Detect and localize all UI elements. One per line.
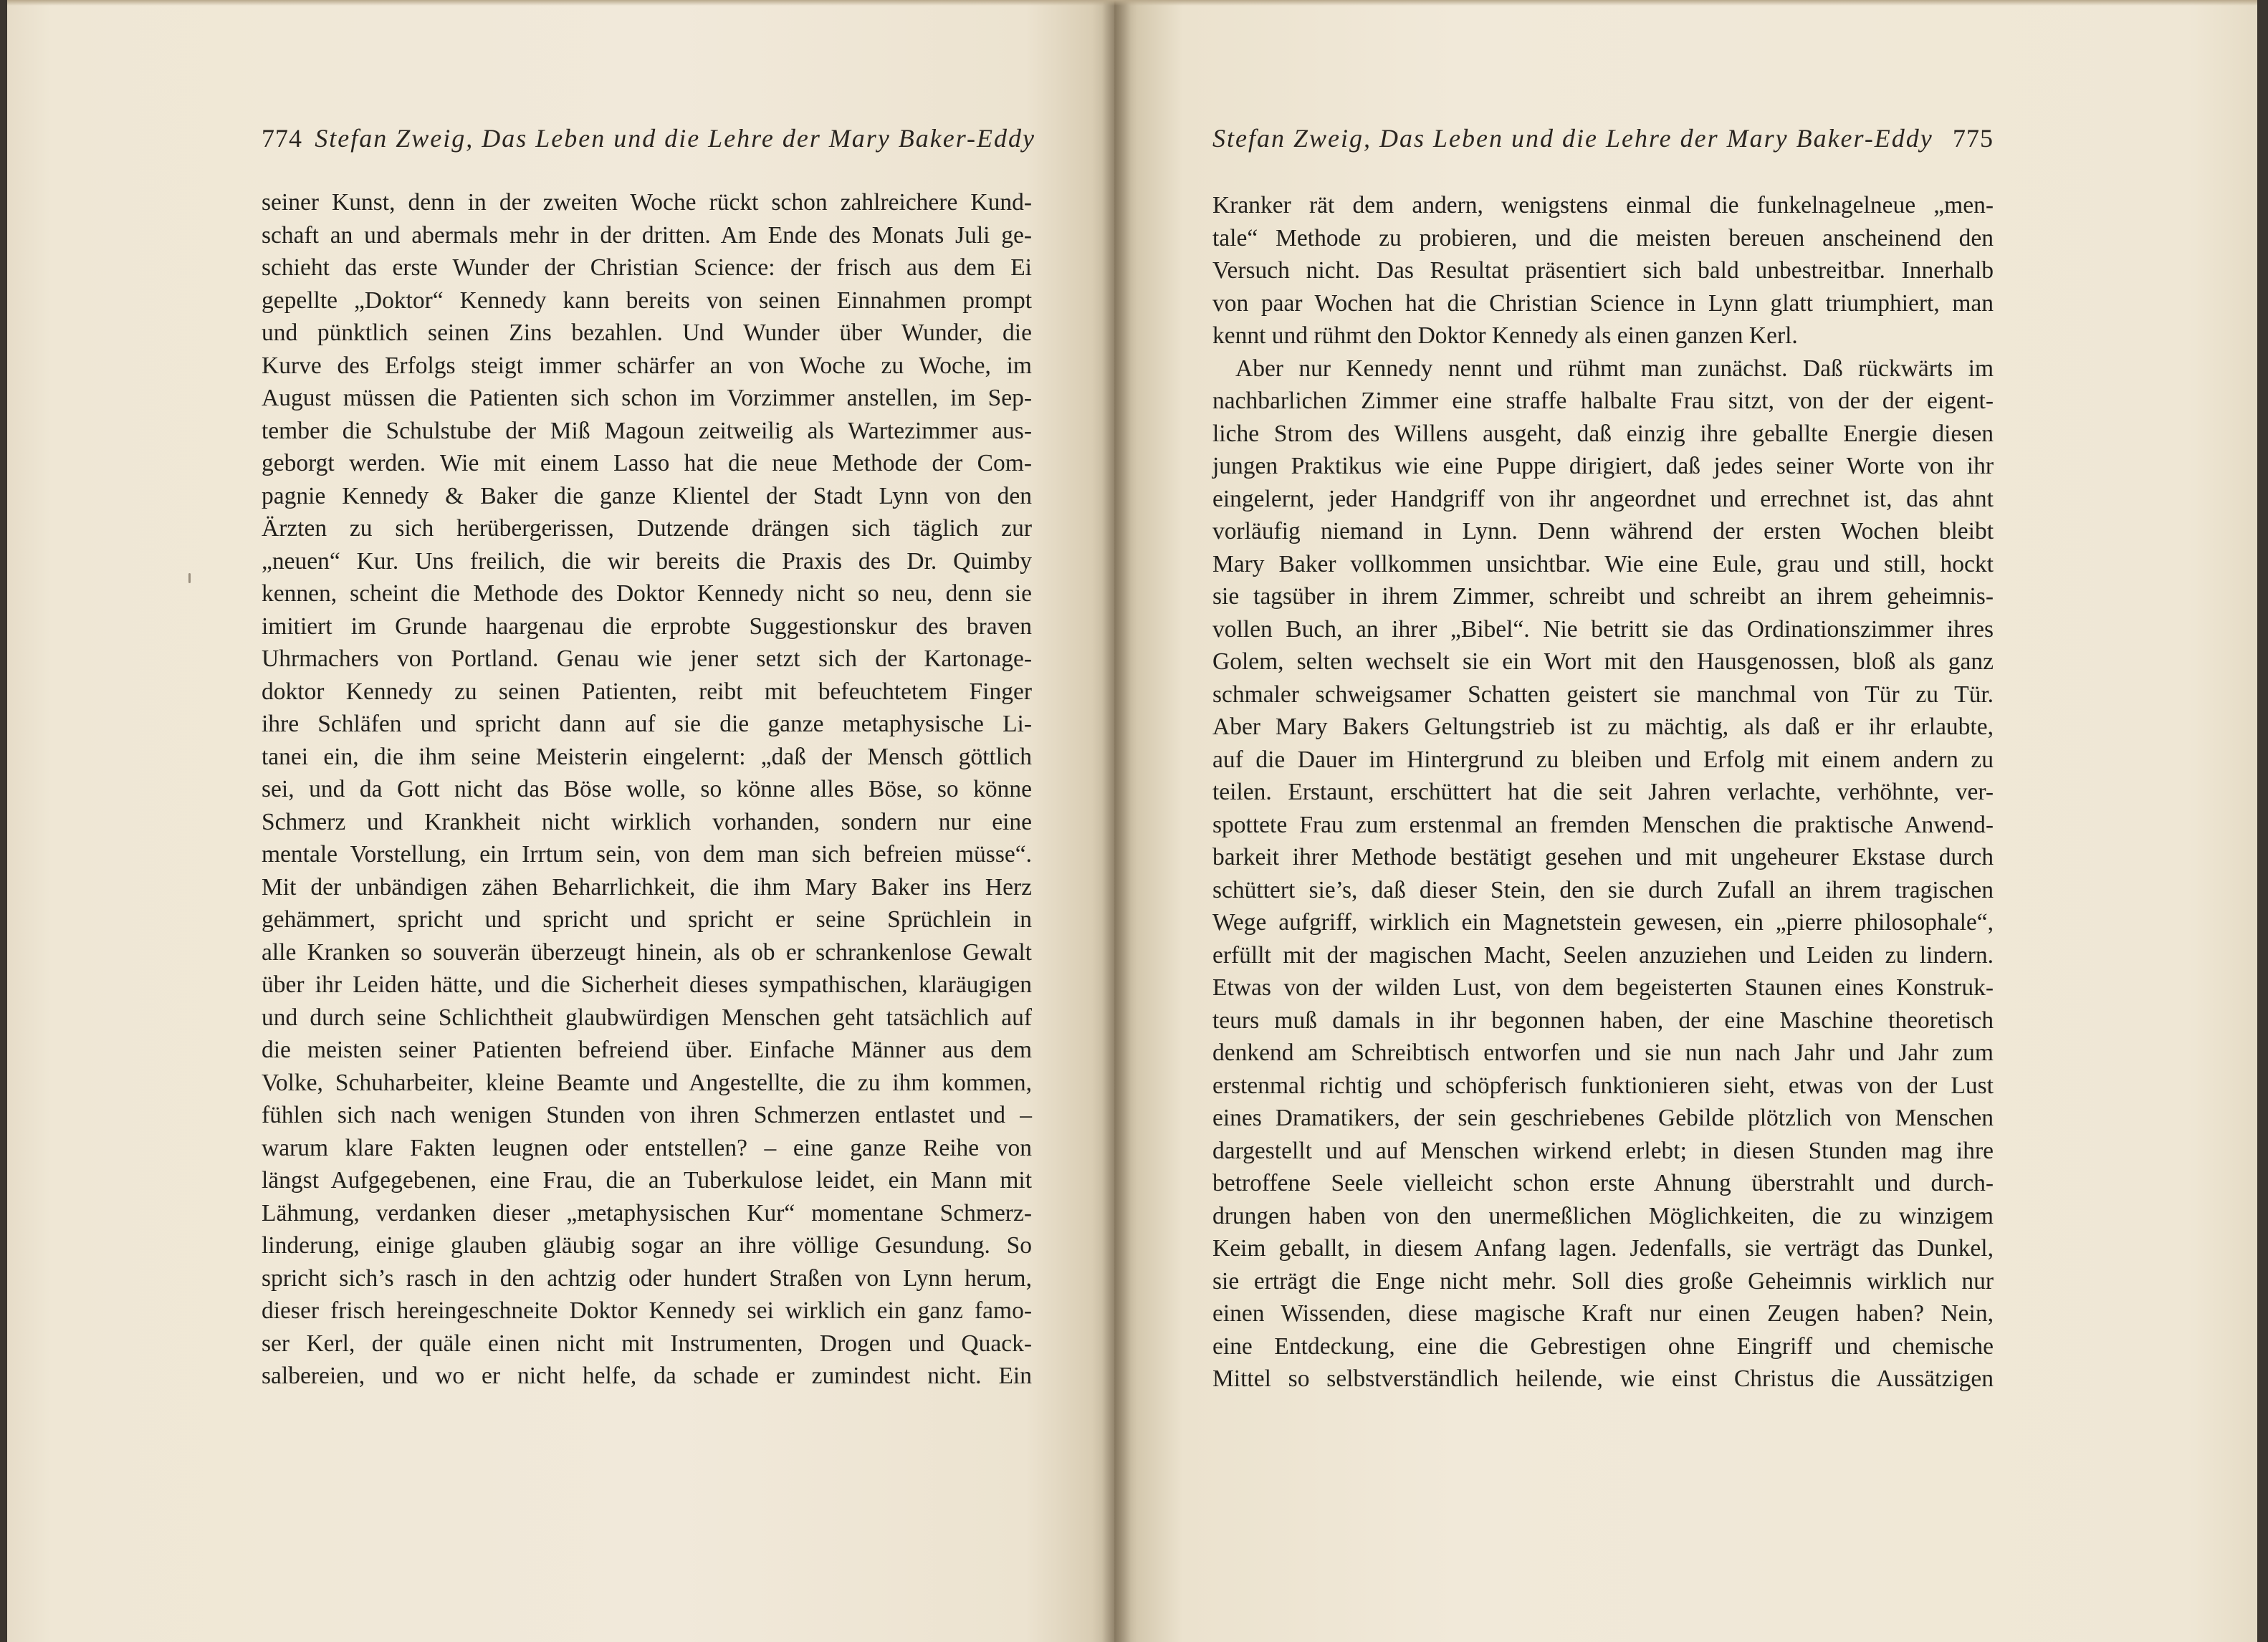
text-line: und durch seine Schlichtheit glaubwürdigen Menschen geht tatsächlich auf [262,1004,1032,1031]
text-line: kennen, scheint die Methode des Doktor Kennedy nicht so neu, denn sie [262,580,1032,607]
text-line: „neuen“ Kur. Uns freilich, die wir bereits die Praxis des Dr. Quimby [262,547,1032,575]
text-line: Keim geballt, in diesem Anfang lagen. Jedenfalls, sie verträgt das Dunkel, [1212,1235,1994,1262]
text-line: Aber Mary Bakers Geltungstrieb ist zu mächtig, als daß er ihr erlaubte, [1212,714,1994,740]
text-line: betroffene Seele vielleicht schon erste Ahnung überstrahlt und durch- [1212,1170,1994,1196]
text-line: Mary Baker vollkommen unsichtbar. Wie eine Eule, grau und still, hockt [1212,550,1994,577]
text-line: Schmerz und Krankheit nicht wirklich vorhanden, sondern nur eine [262,808,1032,835]
text-line: schaft an und abermals mehr in der dritten. Am Ende des Monats Juli ge- [262,221,1032,249]
right-running-title: Stefan Zweig, Das Leben und die Lehre der Mary Baker-Eddy [1212,124,1933,153]
text-line: auf die Dauer im Hintergrund zu bleiben und Erfolg mit einem andern zu [1212,746,1994,773]
text-line: ihre Schläfen und spricht dann auf sie die ganze metaphysische Li- [262,711,1032,737]
right-page-number: 775 [1953,124,1994,153]
book-gutter [1102,0,1131,1642]
text-line: linderung, einige glauben gläubig sogar an ihre völlige Gesundung. So [262,1232,1032,1259]
left-page-header [262,123,1035,166]
page-top-edge [7,0,2257,6]
text-line: von paar Wochen hat die Christian Science in Lynn glatt triumphiert, man [1212,289,1994,317]
text-line: dargestellt und auf Menschen wirkend erlebt; in diesen Stunden mag ihre [1212,1137,1994,1164]
text-line: geborgt werden. Wie mit einem Lasso hat die neue Methode der Com- [262,450,1032,476]
left-page-number: 774 [262,124,302,153]
text-line: längst Aufgegebenen, eine Frau, die an Tuberkulose leidet, ein Mann mit [262,1167,1032,1194]
text-line: einen Wissenden, diese magische Kraft nur einen Zeugen haben? Nein, [1212,1300,1994,1327]
text-line: vollen Buch, an ihrer „Bibel“. Nie betritt sie das Ordinationszimmer ihres [1212,615,1994,643]
text-line: schieht das erste Wunder der Christian Science: der frisch aus dem Ei [262,254,1032,281]
text-line: sie erträgt die Enge nicht mehr. Soll dies große Geheimnis wirklich nur [1212,1267,1994,1295]
text-line: erfüllt mit der magischen Macht, Seelen anzuziehen und Leiden zu lindern. [1212,941,1994,969]
text-line: drungen haben von den unermeßlichen Möglichkeiten, die zu winzigem [1212,1202,1994,1229]
text-line: über ihr Leiden hätte, und die Sicherheit dieses sympathischen, klaräugigen [262,971,1032,998]
text-line: Versuch nicht. Das Resultat präsentiert sich bald unbestreitbar. Innerhalb [1212,257,1994,284]
text-line: tanei ein, die ihm seine Meisterin eingelernt: „daß der Mensch göttlich [262,743,1032,770]
text-line: Kurve des Erfolgs steigt immer schärfer an von Woche zu Woche, im [262,352,1032,379]
text-line: schmaler schweigsamer Schatten geistert sie manchmal von Tür zu Tür. [1212,681,1994,708]
text-line: eingelernt, jeder Handgriff von ihr angeordnet und errechnet ist, das ahnt [1212,485,1994,512]
text-line: ser Kerl, der quäle einen nicht mit Instrumenten, Drogen und Quack- [262,1330,1032,1357]
text-line: doktor Kennedy zu seinen Patienten, reibt mit befeuchtetem Finger [262,678,1032,705]
text-line: eine Entdeckung, eine die Gebrestigen ohne Eingriff und chemische [1212,1333,1994,1360]
text-line: kennt und rühmt den Doktor Kennedy als einen ganzen Kerl. [1212,322,1798,349]
text-line: alle Kranken so souverän überzeugt hinein, als ob er schrankenlose Gewalt [262,938,1032,966]
text-line: Golem, selten wechselt sie ein Wort mit den Hausgenossen, bloß als ganz [1212,648,1994,675]
text-line: tember die Schulstube der Miß Magoun zeitweilig als Wartezimmer aus- [262,417,1032,444]
text-line: Ärzten zu sich herübergerissen, Dutzende drängen sich täglich zur [262,515,1032,542]
text-line: Kranker rät dem andern, wenigstens einmal die funkelnagelneue „men- [1212,192,1994,219]
text-line: mentale Vorstellung, ein Irrtum sein, von dem man sich befreien müsse“. [262,841,1032,868]
right-page-header [1212,123,1994,166]
text-line: Wege aufgriff, wirklich ein Magnetstein gewesen, ein „pierre philosophale“, [1212,909,1994,936]
text-line: teilen. Erstaunt, erschüttert hat die seit Jahren verlachte, verhöhnte, ver- [1212,779,1994,805]
text-line: pagnie Kennedy & Baker die ganze Klientel der Stadt Lynn von den [262,482,1032,509]
text-line: und pünktlich seinen Zins bezahlen. Und Wunder über Wunder, die [262,320,1032,346]
text-line: imitiert im Grunde haargenau die erprobte Suggestionskur des braven [262,613,1032,640]
text-line: Aber nur Kennedy nennt und rühmt man zunächst. Daß rückwärts im [1235,355,1994,382]
text-line: tale“ Methode zu probieren, und die meisten bereuen anscheinend den [1212,224,1994,251]
left-running-title: Stefan Zweig, Das Leben und die Lehre der Mary Baker-Eddy [315,124,1035,153]
text-line: schüttert sie’s, daß dieser Stein, den sie durch Zufall an ihrem tragischen [1212,876,1994,903]
text-line: liche Strom des Willens ausgeht, daß einzig ihre geballte Energie diesen [1212,420,1994,447]
text-line: nachbarlichen Zimmer eine straffe halbalte Frau sitzt, von der der eigent- [1212,388,1994,414]
right-page-body-text [1212,189,1994,1396]
text-line: vorläufig niemand in Lynn. Denn während der ersten Wochen bleibt [1212,518,1994,544]
text-line: gehämmert, spricht und spricht und spricht er seine Sprüchlein in [262,906,1032,933]
text-line: spricht sich’s rasch in den achtzig oder hundert Straßen von Lynn herum, [262,1264,1032,1292]
left-page-body-text [262,186,1032,1393]
text-line: warum klare Fakten leugnen oder entstellen? – eine ganze Reihe von [262,1134,1032,1161]
text-line: Etwas von der wilden Lust, von dem begeisterten Staunen eines Konstruk- [1212,974,1994,1001]
text-line: Lähmung, verdanken dieser „metaphysischen Kur“ momentane Schmerz- [262,1199,1032,1226]
text-line: gepellte „Doktor“ Kennedy kann bereits von seinen Einnahmen prompt [262,287,1032,314]
text-line: Mittel so selbstverständlich heilende, wie einst Christus die Aussätzigen [1212,1365,1994,1392]
text-line: barkeit ihrer Methode bestätigt gesehen und mit ungeheurer Ekstase durch [1212,844,1994,870]
text-line: seiner Kunst, denn in der zweiten Woche rückt schon zahlreichere Kund- [262,189,1032,216]
text-line: Mit der unbändigen zähen Beharrlichkeit, die ihm Mary Baker ins Herz [262,873,1032,901]
text-line: sie tagsüber in ihrem Zimmer, schreibt und schreibt an ihrem geheimnis- [1212,583,1994,610]
text-line: eines Dramatikers, der sein geschriebenes Gebilde plötzlich von Menschen [1212,1105,1994,1131]
text-line: fühlen sich nach wenigen Stunden von ihren Schmerzen entlastet und – [262,1102,1032,1128]
text-line: erstenmal richtig und schöpferisch funktionieren sieht, etwas von der Lust [1212,1072,1994,1099]
text-line: sei, und da Gott nicht das Böse wolle, so könne alles Böse, so könne [262,776,1032,802]
text-line: Volke, Schuharbeiter, kleine Beamte und Angestellte, die zu ihm kommen, [262,1069,1032,1096]
text-line: spottete Frau zum erstenmal an fremden Menschen die praktische Anwend- [1212,811,1994,838]
text-line: teurs muß damals in ihr begonnen haben, der eine Maschine theoretisch [1212,1007,1994,1034]
text-line: jungen Praktikus wie eine Puppe dirigiert, daß jedes seiner Worte von ihr [1212,453,1994,479]
text-line: dieser frisch hereingeschneite Doktor Kennedy sei wirklich ein ganz famo- [262,1297,1032,1324]
text-line: salbereien, und wo er nicht helfe, da schade er zumindest nicht. Ein [262,1363,1032,1389]
text-line: die meisten seiner Patienten befreiend über. Einfache Männer aus dem [262,1037,1032,1063]
margin-speck [188,573,191,583]
text-line: August müssen die Patienten sich schon im Vorzimmer anstellen, im Sep- [262,385,1032,411]
text-line: denkend am Schreibtisch entworfen und sie nun nach Jahr und Jahr zum [1212,1040,1994,1066]
text-line: Uhrmachers von Portland. Genau wie jener setzt sich der Kartonage- [262,645,1032,672]
